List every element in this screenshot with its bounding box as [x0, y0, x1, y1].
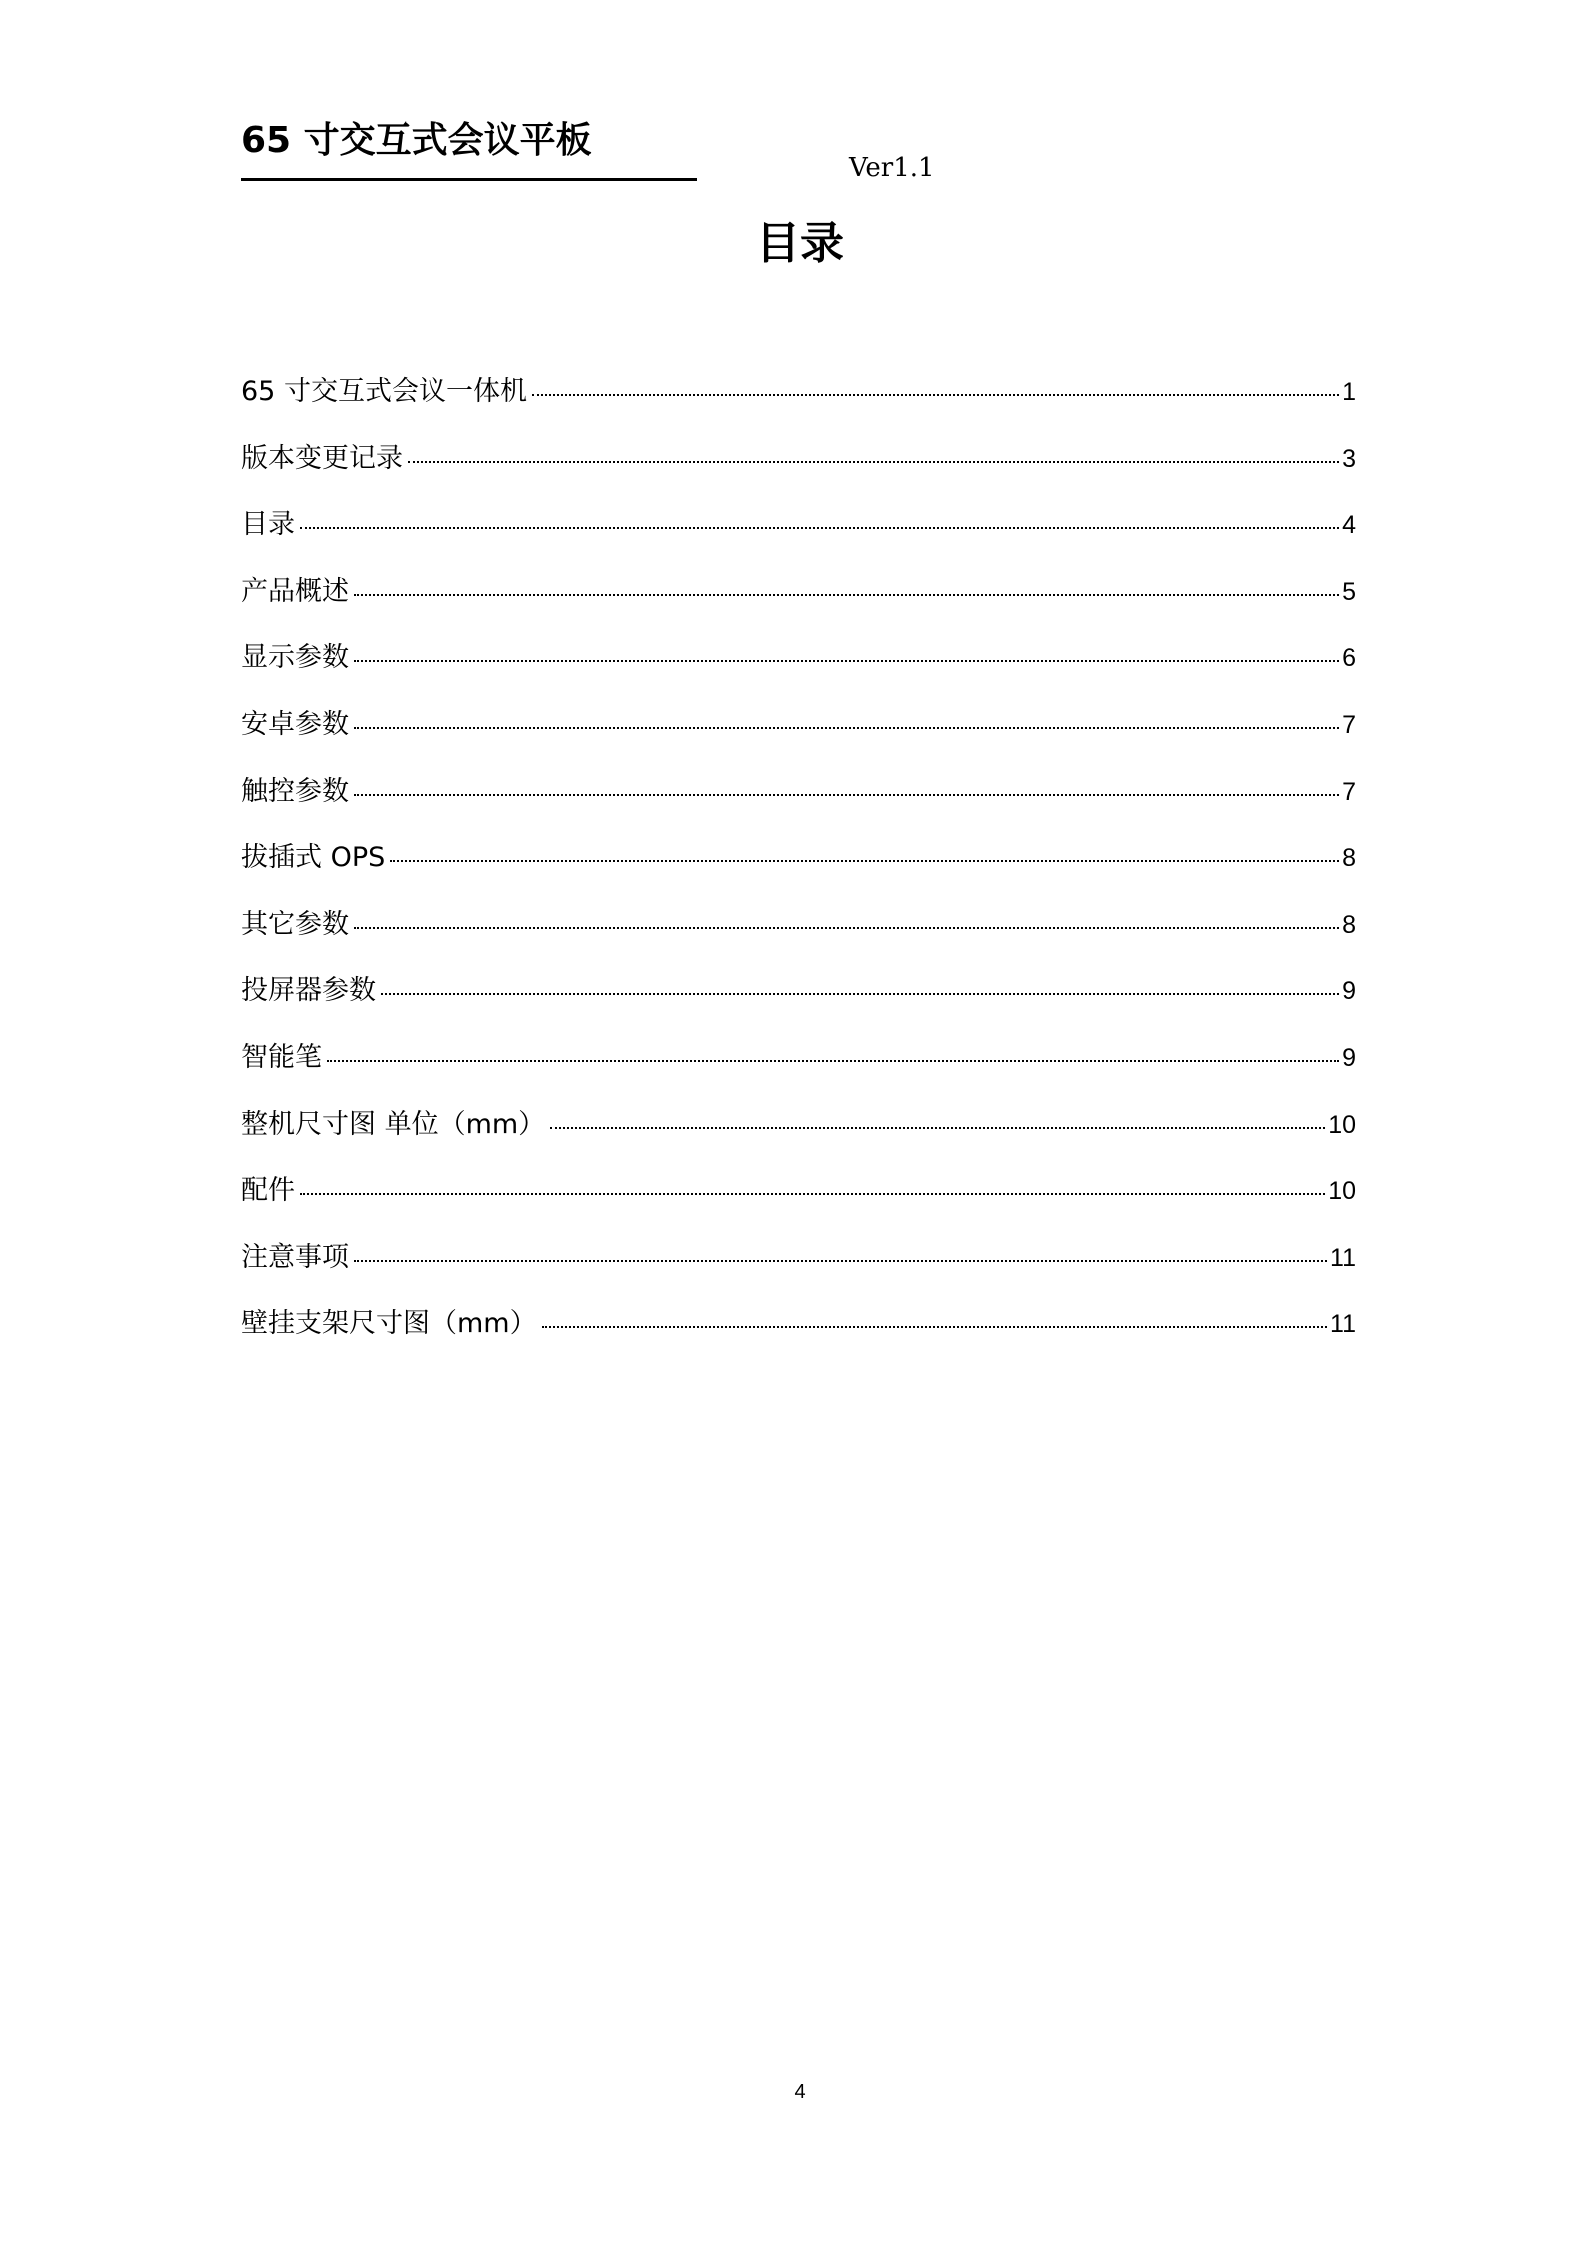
toc-entry[interactable]: [241, 838, 1356, 905]
toc-entry-page: 11: [1330, 1310, 1356, 1339]
toc-entry[interactable]: [241, 439, 1356, 506]
toc-entry[interactable]: [241, 772, 1356, 839]
toc-entry-label: 65 寸交互式会议一体机: [241, 376, 527, 407]
toc-entry[interactable]: [241, 1304, 1356, 1371]
toc-entry-label: 配件: [241, 1175, 295, 1207]
toc-entry[interactable]: [241, 905, 1356, 972]
toc-dot-leader: [300, 527, 1339, 529]
toc-entry[interactable]: [241, 1171, 1356, 1238]
toc-entry-page: 9: [1342, 1043, 1356, 1072]
toc-entry-label: 显示参数: [241, 642, 349, 674]
toc-entry-label: 拔插式 OPS: [241, 842, 386, 874]
toc-dot-leader: [408, 461, 1339, 463]
toc-entry[interactable]: [241, 1238, 1356, 1305]
toc-dot-leader: [532, 394, 1339, 396]
toc-entry-page: 5: [1342, 577, 1356, 606]
toc-entry-page: 9: [1342, 977, 1356, 1006]
toc-entry-label: 注意事项: [241, 1241, 349, 1273]
toc-entry[interactable]: [241, 1038, 1356, 1105]
toc-entry-label: 产品概述: [241, 575, 349, 607]
toc-entry-label: 其它参数: [241, 908, 349, 940]
toc-entry-page: 11: [1330, 1243, 1356, 1272]
toc-entry-label: 版本变更记录: [241, 442, 403, 474]
toc-dot-leader: [354, 594, 1339, 596]
toc-dot-leader: [542, 1326, 1327, 1328]
toc-entry[interactable]: [241, 638, 1356, 705]
toc-dot-leader: [327, 1060, 1339, 1062]
toc-entry-label: 壁挂支架尺寸图（mm）: [241, 1308, 537, 1340]
toc-entry-page: 1: [1342, 378, 1356, 406]
toc-entry-label: 智能笔: [241, 1041, 322, 1073]
toc-dot-leader: [354, 660, 1339, 662]
toc-entry-page: 10: [1328, 1177, 1356, 1206]
table-of-contents: [241, 372, 1356, 1371]
toc-dot-leader: [354, 1260, 1327, 1262]
document-title: 65 寸交互式会议平板: [241, 120, 592, 161]
toc-entry-page: 8: [1342, 910, 1356, 939]
toc-entry[interactable]: [241, 505, 1356, 572]
toc-entry-label: 安卓参数: [241, 708, 349, 740]
document-version: Ver1.1: [849, 153, 935, 183]
toc-entry-label: 目录: [241, 509, 295, 541]
toc-entry-page: 10: [1328, 1110, 1356, 1139]
toc-entry-label: 投屏器参数: [241, 975, 376, 1007]
toc-heading: 目录: [756, 218, 844, 269]
toc-entry-page: 3: [1342, 444, 1356, 473]
toc-dot-leader: [381, 993, 1339, 995]
toc-entry-page: 8: [1342, 844, 1356, 873]
toc-entry-page: 4: [1342, 511, 1356, 540]
toc-dot-leader: [354, 927, 1339, 929]
toc-entry[interactable]: [241, 372, 1356, 439]
toc-entry-page: 6: [1342, 644, 1356, 673]
toc-entry[interactable]: [241, 1105, 1356, 1172]
toc-dot-leader: [300, 1193, 1325, 1195]
toc-entry-label: 触控参数: [241, 775, 349, 807]
header-underline: [241, 178, 697, 181]
toc-dot-leader: [354, 794, 1339, 796]
toc-entry-page: 7: [1342, 777, 1356, 806]
toc-dot-leader: [390, 860, 1339, 862]
toc-entry-label: 整机尺寸图 单位（mm）: [241, 1108, 546, 1140]
toc-entry[interactable]: [241, 971, 1356, 1038]
toc-entry[interactable]: [241, 705, 1356, 772]
toc-entry-page: 7: [1342, 710, 1356, 739]
toc-entry[interactable]: [241, 572, 1356, 639]
toc-dot-leader: [354, 727, 1339, 729]
toc-dot-leader: [550, 1127, 1325, 1129]
page-number: 4: [794, 2081, 806, 2103]
